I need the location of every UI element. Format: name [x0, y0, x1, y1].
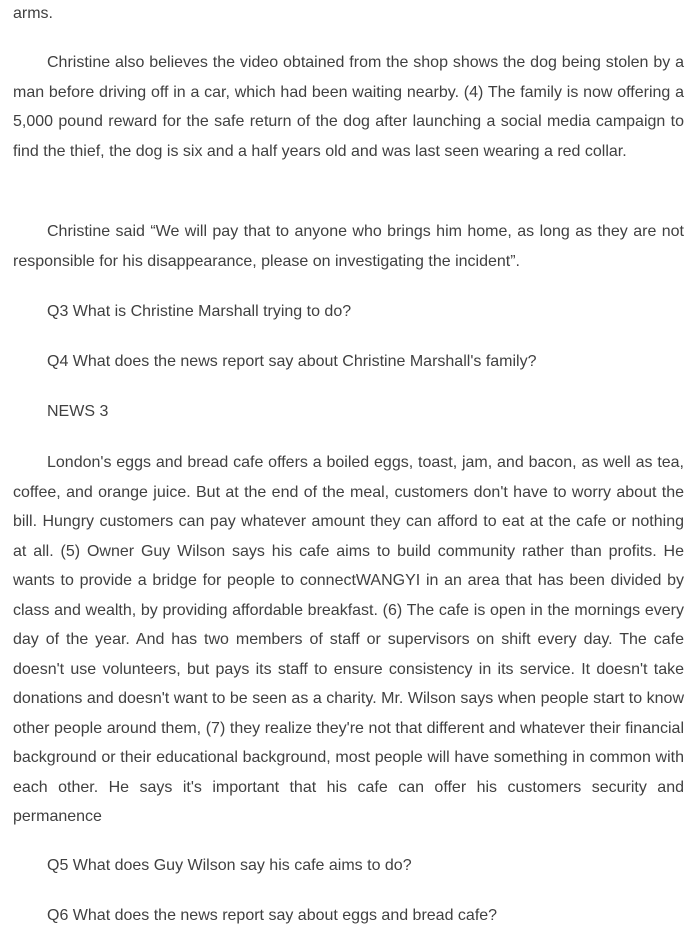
paragraph-cafe: London's eggs and bread cafe offers a boiled eggs, toast, jam, and bacon, as well as tea, coffee, and orange juice. But at the end of the meal, customers don't have to worry about the bill. Hungry customers can pay whatever amount they can afford to eat at the cafe or nothing at all. (5) Owner Guy Wilson says his cafe aims to build community rather than profits. He wants to provide a bridge for people to connectWANGYI in an area that has been divided by class and wealth, by providing affordable breakfast. (6) The cafe is open in the mornings every day of the year. And has two members of staff or supervisors on shift every day. The cafe doesn't use volunteers, but pays its staff to ensure consistency in its service. It doesn't take donations and doesn't want to be seen as a charity. Mr. Wilson says when people start to know other people around them, (7) they realize they're not that different and whatever their financial background or their educational background, most people will have something in common with each other. He says it's important that his cafe can offer his customers security and permanence: [13, 454, 684, 825]
question-6: Q6 What does the news report say about eggs and bread cafe?: [47, 907, 498, 924]
question-4: Q4 What does the news report say about Christine Marshall's family?: [47, 353, 537, 370]
question-3: Q3 What is Christine Marshall trying to do?: [47, 303, 352, 320]
news-3-heading: NEWS 3: [47, 403, 109, 420]
question-5: Q5 What does Guy Wilson say his cafe aims to do?: [47, 857, 412, 874]
top-fragment-text: arms.: [13, 5, 53, 22]
paragraph-christine-quote: Christine said “We will pay that to anyone who brings him home, as long as they are not responsible for his disappearance, please on investigating the incident”.: [13, 223, 684, 270]
paragraph-dog-video: Christine also believes the video obtained from the shop shows the dog being stolen by a man before driving off in a car, which had been waiting nearby. (4) The family is now offering a 5,000 pound reward for the safe return of the dog after launching a social media campaign to find the thief, the dog is six and a half years old and was last seen wearing a red collar.: [13, 54, 684, 160]
